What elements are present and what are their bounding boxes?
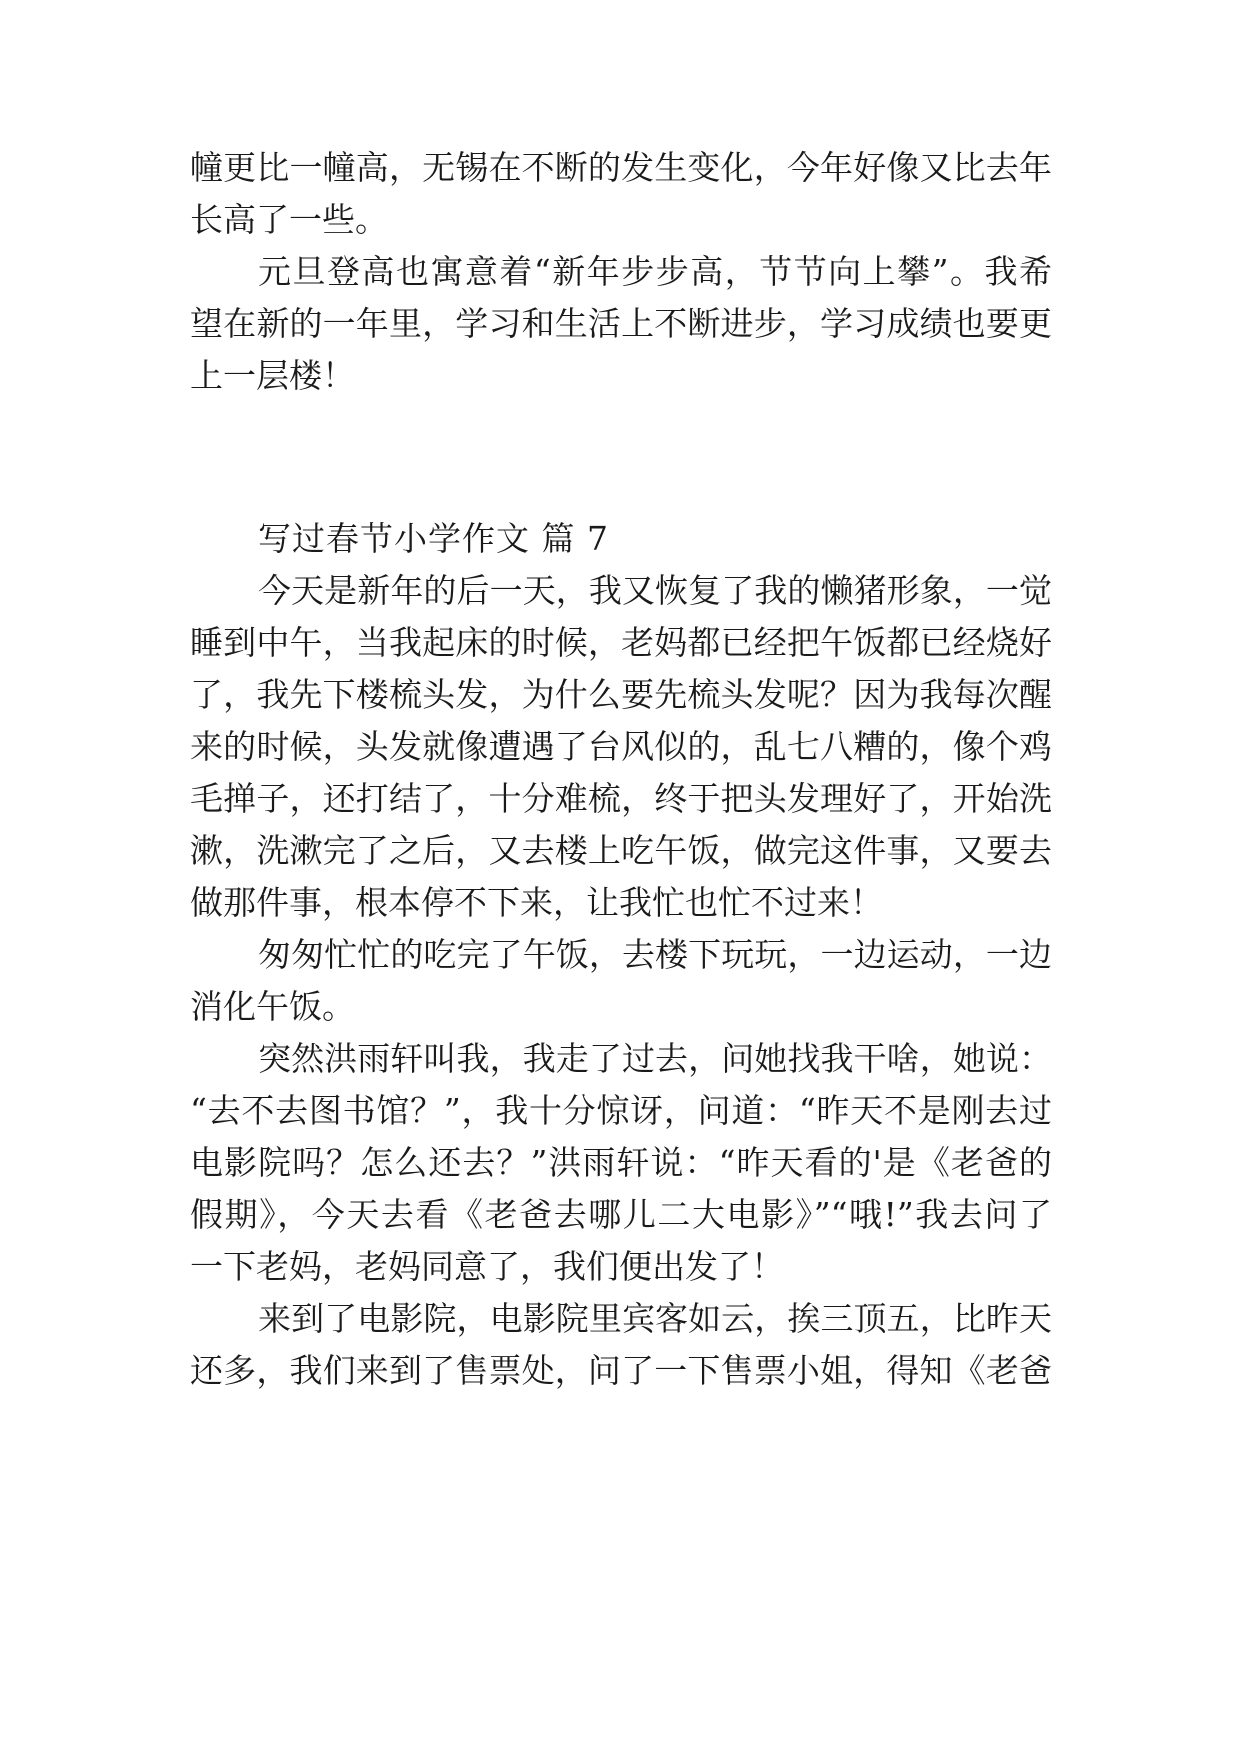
- paragraph-line: 了，我先下楼梳头发，为什么要先梳头发呢？因为我每次醒: [190, 675, 1052, 714]
- paragraph-line: 做那件事，根本停不下来，让我忙也忙不过来！: [190, 883, 883, 922]
- paragraph-line: 来的时候，头发就像遭遇了台风似的，乱七八糟的，像个鸡: [190, 727, 1052, 766]
- paragraph-line: 消化午饭。: [190, 987, 355, 1026]
- paragraph-line: 突然洪雨轩叫我，我走了过去，问她找我干啥，她说：: [258, 1039, 1052, 1078]
- paragraph-line: 一下老妈，老妈同意了，我们便出发了！: [190, 1247, 784, 1286]
- paragraph-line: 长高了一些。: [190, 200, 388, 239]
- paragraph-line: 元旦登高也寓意着“新年步步高，节节向上攀”。我希: [258, 252, 1052, 291]
- paragraph-line: 毛掸子，还打结了，十分难梳，终于把头发理好了，开始洗: [190, 779, 1052, 818]
- paragraph-line: 睡到中午，当我起床的时候，老妈都已经把午饭都已经烧好: [190, 623, 1052, 662]
- paragraph-line: “去不去图书馆？”，我十分惊讶，问道：“昨天不是刚去过: [190, 1091, 1052, 1130]
- paragraph-line: 电影院吗？怎么还去？”洪雨轩说：“昨天看的'是《老爸的: [190, 1143, 1052, 1182]
- paragraph-line: 幢更比一幢高，无锡在不断的发生变化，今年好像又比去年: [190, 148, 1052, 187]
- paragraph-line: 匆匆忙忙的吃完了午饭，去楼下玩玩，一边运动，一边: [258, 935, 1052, 974]
- paragraph-line: 漱，洗漱完了之后，又去楼上吃午饭，做完这件事，又要去: [190, 831, 1052, 870]
- paragraph-line: 还多，我们来到了售票处，问了一下售票小姐，得知《老爸: [190, 1351, 1052, 1390]
- paragraph-line: 上一层楼！: [190, 356, 355, 395]
- paragraph-line: 假期》，今天去看《老爸去哪儿二大电影》”“哦!”我去问了: [190, 1195, 1052, 1234]
- paragraph-line: 今天是新年的后一天，我又恢复了我的懒猪形象，一觉: [258, 571, 1052, 610]
- section-heading: 写过春节小学作文 篇 7: [258, 519, 609, 558]
- paragraph-line: 来到了电影院，电影院里宾客如云，挨三顶五，比昨天: [258, 1299, 1052, 1338]
- paragraph-line: 望在新的一年里，学习和生活上不断进步，学习成绩也要更: [190, 304, 1052, 343]
